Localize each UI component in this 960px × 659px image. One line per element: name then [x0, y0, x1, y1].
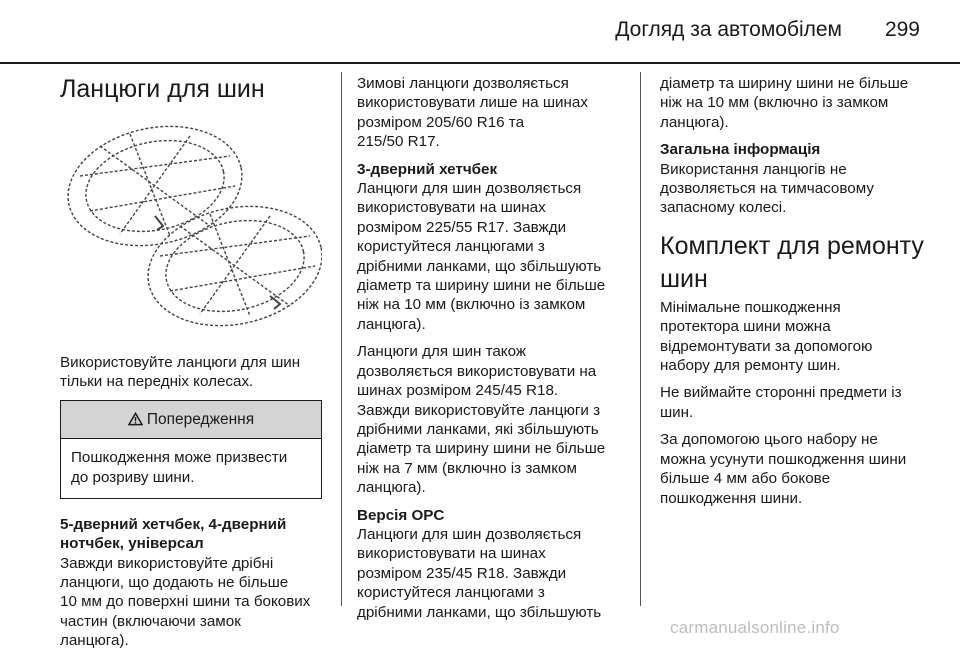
- column-2: [357, 74, 631, 630]
- tire-chains-illustration: [60, 116, 322, 341]
- paragraph-245-45-r18: Ланцюги для шин також дозволяється використовувати на шинах розміром 245/45 R18. Завжди використовуйте ланцюги з дрібними ланками, які збільшують діаметр та ширину шини не більше ніж на 7 мм (включно із замком ланцюга).: [357, 343, 606, 497]
- section-title-repair-kit: Комплект для ремонту шин: [660, 231, 924, 293]
- intro-text: Використовуйте ланцюги для шин тільки на передніх колесах.: [60, 354, 301, 391]
- paragraph-repair-limits: За допомогою цього набору не можна усунути пошкодження шини більше 4 мм або бокове пошкодження шини.: [660, 431, 907, 507]
- paragraph-foreign-objects: Не виймайте сторонні предмети із шин.: [660, 384, 902, 421]
- header-title: Догляд за автомобілем: [615, 18, 842, 41]
- warning-box: [60, 400, 322, 499]
- section-title-tire-chains: Ланцюги для шин: [60, 75, 265, 103]
- subheading-3door-hatchback: 3-дверний хетчбек: [357, 160, 498, 178]
- column-divider-2: [640, 72, 641, 606]
- paragraph-opc-version: Ланцюги для шин дозволяється використовувати на шинах розміром 235/45 R18. Завжди користуйтеся ланцюгами з дрібними ланками, що збільшують: [357, 525, 602, 621]
- paragraph-3door-hatchback: Ланцюги для шин дозволяється використовувати на шинах розміром 225/55 R17. Завжди користуйтеся ланцюгами з дрібними ланками, що збільшують діаметр та ширину шини не більше ніж на 10 мм (включно із замком ланцюга).: [357, 180, 606, 333]
- warning-title: Попередження: [146, 410, 255, 428]
- subheading-general-info: Загальна інформація: [660, 141, 821, 159]
- column-divider-1: [341, 72, 342, 606]
- warning-header: [61, 401, 321, 439]
- paragraph-winter-chains: Зимові ланцюги дозволяється використовувати лише на шинах розміром 205/60 R16 та 215/50 R17.: [357, 75, 588, 151]
- header-rule: [0, 62, 960, 64]
- warning-triangle-icon: [128, 412, 143, 426]
- watermark: carmanualsonline.info: [670, 618, 840, 637]
- paragraph-general-info: Використання ланцюгів не дозволяється на тимчасовому запасному колесі.: [660, 160, 874, 217]
- subheading-5door-hatchback: 5-дверний хетчбек, 4-дверний нотчбек, універсал: [60, 515, 287, 553]
- paragraph-5door-hatchback: Завжди використовуйте дрібні ланцюги, що додають не більше 10 мм до поверхні шини та бокових частин (включаючи замок ланцюга).: [60, 554, 311, 650]
- paragraph-opc-continued: діаметр та ширину шини не більше ніж на 10 мм (включно із замком ланцюга).: [660, 75, 909, 131]
- paragraph-repair-kit-intro: Мінімальне пошкодження протектора шини можна відремонтувати за допомогою набору для ремонту шин.: [660, 298, 873, 375]
- column-3: [660, 74, 930, 516]
- page-header: [0, 0, 960, 60]
- subheading-opc-version: Версія OPC: [357, 506, 445, 524]
- warning-text: Пошкодження може призвести до розриву шини.: [71, 448, 288, 486]
- page-number: 299: [884, 18, 920, 41]
- column-1: [60, 74, 330, 659]
